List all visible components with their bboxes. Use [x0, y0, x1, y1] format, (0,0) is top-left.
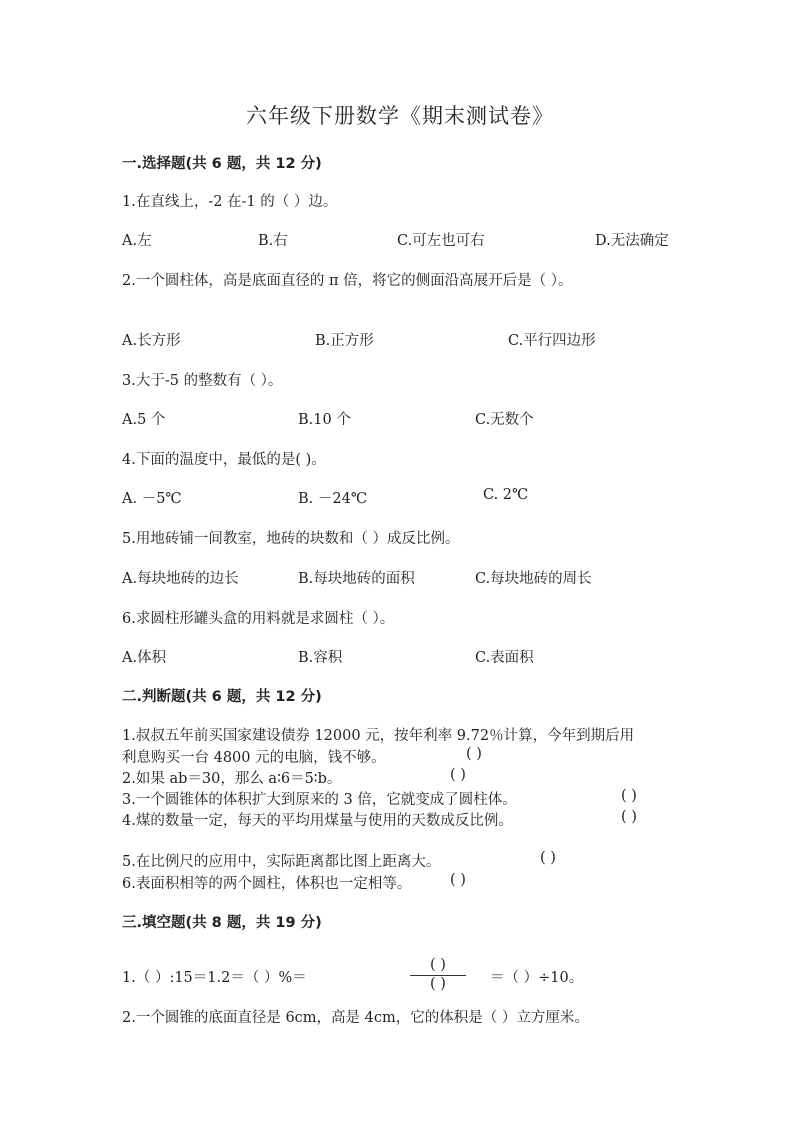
question-2-6: 6.表面积相等的两个圆柱，体积也一定相等。: [122, 876, 412, 892]
option-d: D.无法确定: [595, 233, 669, 249]
answer-paren: ( ): [621, 809, 637, 825]
question-2-2: 2.如果 ab＝30，那么 a∶6＝5∶b。: [122, 771, 342, 787]
option-b: B.右: [258, 233, 288, 249]
fraction-blank: [410, 957, 466, 993]
option-b: B.容积: [298, 650, 343, 666]
question-3-1-part2: ＝（ ）÷10。: [490, 970, 584, 986]
option-b: B.10 个: [298, 412, 351, 428]
answer-paren: ( ): [466, 746, 482, 762]
option-c: C. 2℃: [483, 487, 529, 503]
question-1-2: 2.一个圆柱体，高是底面直径的 π 倍，将它的侧面沿高展开后是（ ）。: [122, 273, 573, 289]
question-2-5: 5.在比例尺的应用中，实际距离都比图上距离大。: [122, 854, 441, 870]
question-1-4: 4.下面的温度中，最低的是( )。: [122, 452, 326, 468]
answer-paren: ( ): [450, 767, 466, 783]
question-1-3: 3.大于-5 的整数有（ ）。: [122, 373, 283, 389]
question-3-2: 2.一个圆锥的底面直径是 6cm，高是 4cm，它的体积是（ ）立方厘米。: [122, 1010, 589, 1026]
option-c: C.每块地砖的周长: [475, 571, 592, 587]
option-a: A.长方形: [122, 333, 181, 349]
question-2-4: 4.煤的数量一定，每天的平均用煤量与使用的天数成反比例。: [122, 813, 513, 829]
option-a: A.左: [122, 233, 152, 249]
fraction-numerator: ( ): [430, 957, 446, 973]
option-c: C.无数个: [475, 412, 534, 428]
question-2-1-line2: 利息购买一台 4800 元的电脑，钱不够。: [122, 750, 386, 766]
option-a: A.5 个: [122, 412, 166, 428]
question-1-5: 5.用地砖铺一间教室，地砖的块数和（ ）成反比例。: [122, 531, 460, 547]
option-a: A.每块地砖的边长: [122, 571, 239, 587]
question-3-1-part1: 1.（ ）:15＝1.2＝（ ）%＝: [122, 970, 307, 986]
option-b: B.每块地砖的面积: [298, 571, 415, 587]
option-b: B. －24℃: [298, 491, 368, 507]
section-heading-judgement: 二.判断题(共 6 题，共 12 分): [122, 689, 322, 705]
section-heading-fill: 三.填空题(共 8 题，共 19 分): [122, 915, 322, 931]
answer-paren: ( ): [621, 788, 637, 804]
question-1-1: 1.在直线上，-2 在-1 的（ ）边。: [122, 194, 338, 210]
option-c: C.表面积: [475, 650, 534, 666]
option-c: C.平行四边形: [508, 333, 596, 349]
fraction-denominator: ( ): [430, 976, 446, 992]
question-1-6: 6.求圆柱形罐头盒的用料就是求圆柱（ ）。: [122, 611, 395, 627]
option-c: C.可左也可右: [397, 233, 485, 249]
answer-paren: ( ): [450, 872, 466, 888]
question-2-1-line1: 1.叔叔五年前买国家建设债券 12000 元，按年利率 9.72％计算，今年到期后用: [122, 728, 635, 744]
answer-paren: ( ): [540, 850, 556, 866]
section-heading-choice: 一.选择题(共 6 题，共 12 分): [122, 156, 322, 172]
question-2-3: 3.一个圆锥体的体积扩大到原来的 3 倍，它就变成了圆柱体。: [122, 792, 517, 808]
page-title: 六年级下册数学《期末测试卷》: [246, 104, 554, 128]
option-a: A.体积: [122, 650, 167, 666]
option-b: B.正方形: [315, 333, 374, 349]
option-a: A. －5℃: [122, 491, 182, 507]
